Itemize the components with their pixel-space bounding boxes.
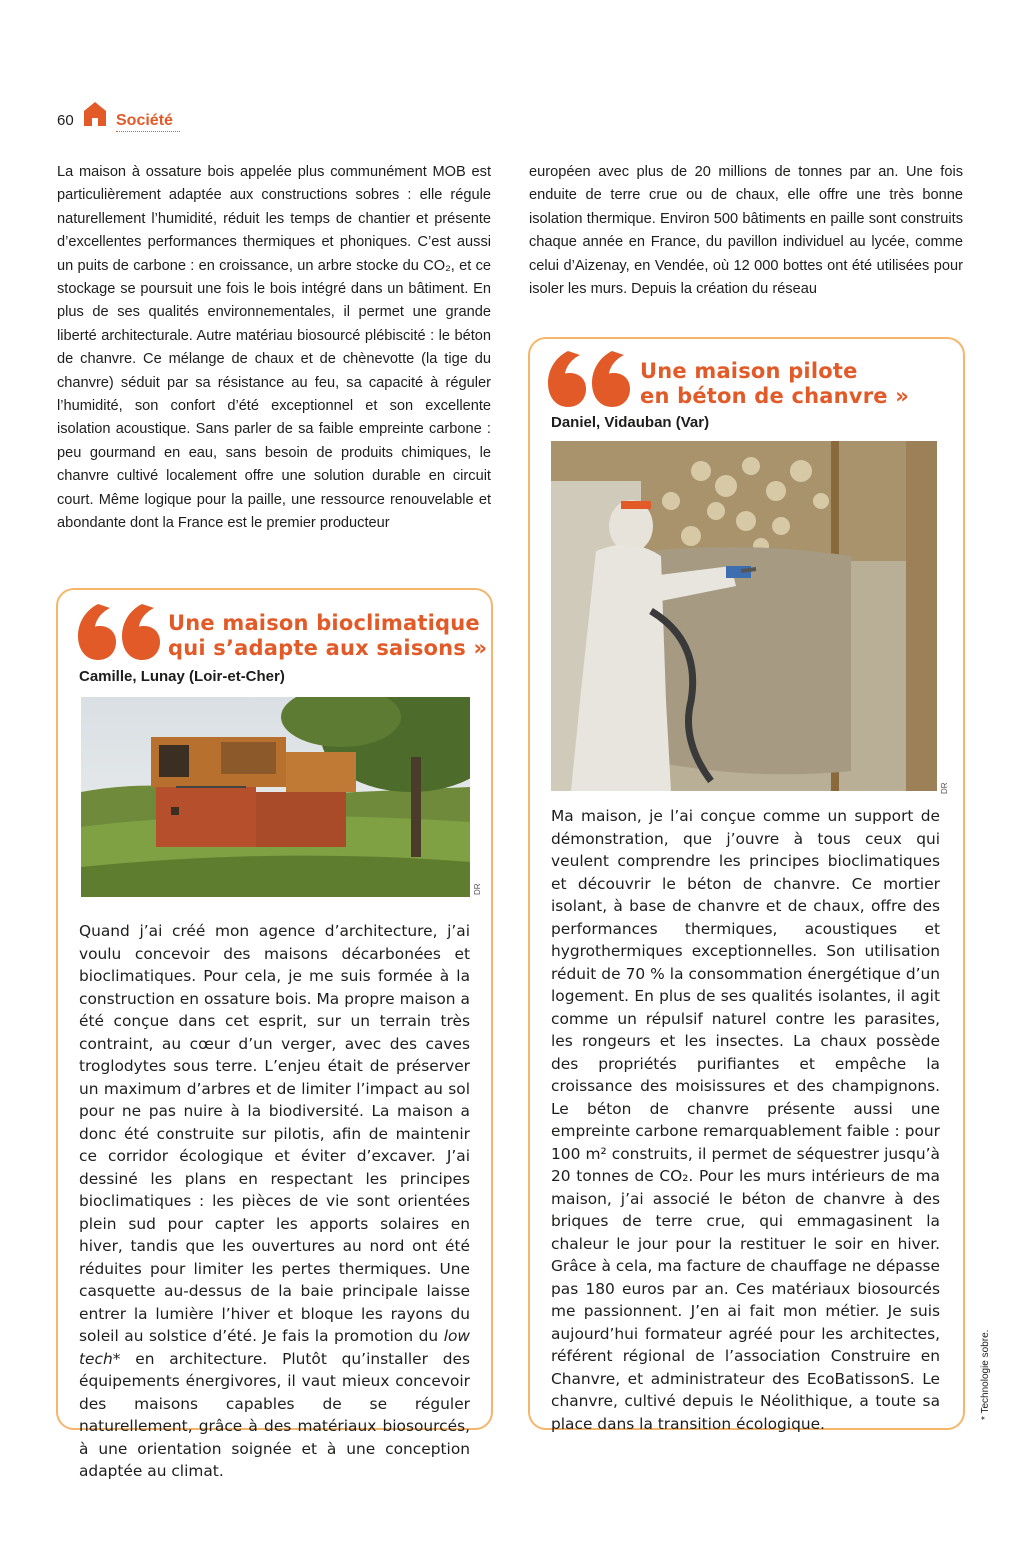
box-author: Daniel, Vidauban (Var) <box>551 414 710 431</box>
section-underline <box>116 131 180 132</box>
section-title: Société <box>116 112 173 129</box>
testimonial-box-camille <box>56 588 493 1480</box>
wooden-house-photo <box>81 697 470 897</box>
photo-credit: DR <box>473 883 482 895</box>
box-title-line1: Une maison bioclimatique <box>168 611 480 635</box>
box-body-text <box>79 920 470 1483</box>
intro-text-left: La maison à ossature bois appelée plus communément MOB est particulièrement adaptée aux constructions sobres : elle régule naturellement l’humidité, réduit les temps de chantier et présente d’excellentes performances thermiques et phoniques. C’est aussi un puits de carbone : en croissance, un arbre stocke du CO₂, et ce stockage se poursuit une fois le bois intégré dans un bâtiment. En plus de ses qualités environnementales, il permet une grande liberté architecturale. Autre matériau biosourcé plébiscité : le béton de chanvre. Ce mélange de chaux et de chènevotte (la tige du chanvre) séduit par sa résistance au feu, sa capacité à réguler l’humidité, son confort d’été exceptionnel et son excellente isolation acoustique. Sans parler de sa faible empreinte carbone : peu gourmand en eau, sans besoin de produits chimiques, le chanvre cultivé localement offre une solution durable en circuit court. Même logique pour la paille, une ressource renouvelable et abondante dont la France est le premier producteur <box>57 164 491 532</box>
photo-credit: DR <box>940 782 949 794</box>
box-title-line2: qui s’adapte aux saisons » <box>168 636 488 660</box>
quote-mark-icon <box>76 602 166 662</box>
intro-text-right: européen avec plus de 20 millions de tonnes par an. Une fois enduite de terre crue ou de chaux, elle offre une très bonne isolation thermique. Environ 500 bâtiments en paille sont construits chaque année en France, du pavillon individuel au lycée, comme celui d’Aizenay, en Vendée, où 12 000 bottes ont été utilisées pour isoler les murs. Depuis la création du réseau <box>529 164 963 298</box>
box-title-line1: Une maison pilote <box>640 359 858 383</box>
house-icon <box>83 101 107 127</box>
box-author: Camille, Lunay (Loir-et-Cher) <box>79 668 285 685</box>
box-body-text: Ma maison, je l’ai conçue comme un support de démonstration, que j’ouvre à tous ceux qui veulent comprendre les principes bioclimatiques et découvrir le béton de chanvre. Ce mortier isolant, à base de chanvre et de chaux, offre des performances thermiques, acoustiques et hygrothermiques exceptionnelles. Son utilisation réduit de 70 % la consommation énergétique d’un logement. En plus de ses qualités isolantes, il agit comme un répulsif naturel contre les parasites, les rongeurs et les insectes. La chaux possède des propriétés purifiantes et empêche la croissance des moisissures et des champignons. Le béton de chanvre présente aussi une empreinte carbone remarquablement faible : pour 100 m² construits, il permet de séquestrer jusqu’à 20 tonnes de CO₂. Pour les murs intérieurs de ma maison, j’ai associé le béton de chanvre à des briques de terre crue, qui emmagasinent la chaleur le jour pour la restituer le soir en hiver. Grâce à cela, ma facture de chauffage ne dépasse pas 180 euros par an. Ces matériaux biosourcés me passionnent. J’en ai fait mon métier. Je suis aujourd’hui formateur agréé pour les architectes, référent régional de l’association Construire en Chanvre, et administrateur des EcoBatissonS. Le chanvre, cultivé depuis le Néolithique, a toute sa place dans la transition écologique. <box>551 807 940 1433</box>
testimonial-box-daniel <box>528 337 965 1433</box>
low-tech-term: low tech <box>79 1327 470 1368</box>
page-number: 60 <box>57 112 74 129</box>
quote-mark-icon <box>546 349 636 409</box>
box-body-part2: * en architecture. Plutôt qu’installer des équipements énergivores, il vaut mieux concevoir des maisons capables de se réguler naturellement, grâce à des matériaux biosourcés, à une orientation soignée et à une conception adaptée au climat. <box>79 1349 470 1480</box>
box-body-part1: Quand j’ai créé mon agence d’architecture, j’ai voulu concevoir des maisons décarbonées et bioclimatiques. Pour cela, je me suis formée à la construction en ossature bois. Ma propre maison a été conçue dans cet esprit, sur un terrain très contraint, au cœur d’un verger, avec des caves troglodytes sous terre. L’enjeu était de préserver un maximum d’arbres et de limiter l’impact au sol pour ne pas nuire à la biodiversité. La maison a donc été construite sur pilotis, afin de maintenir ce corridor écologique et éviter d’excaver. J’ai dessiné les plans en respectant les principes bioclimatiques : les pièces de vie sont orientées plein sud pour capter les apports solaires en hiver, tandis que les ouvertures au nord ont été réduites pour limiter les pertes thermiques. Une casquette au-dessus de la baie principale laisse entrer la lumière l’hiver et bloque les rayons du soleil au solstice d’été. Je fais la promotion du <box>79 922 470 1345</box>
hemp-concrete-spraying-photo <box>551 441 937 791</box>
footnote: * Technologie sobre. <box>980 1329 991 1420</box>
box-title-line2: en béton de chanvre » <box>640 384 909 408</box>
